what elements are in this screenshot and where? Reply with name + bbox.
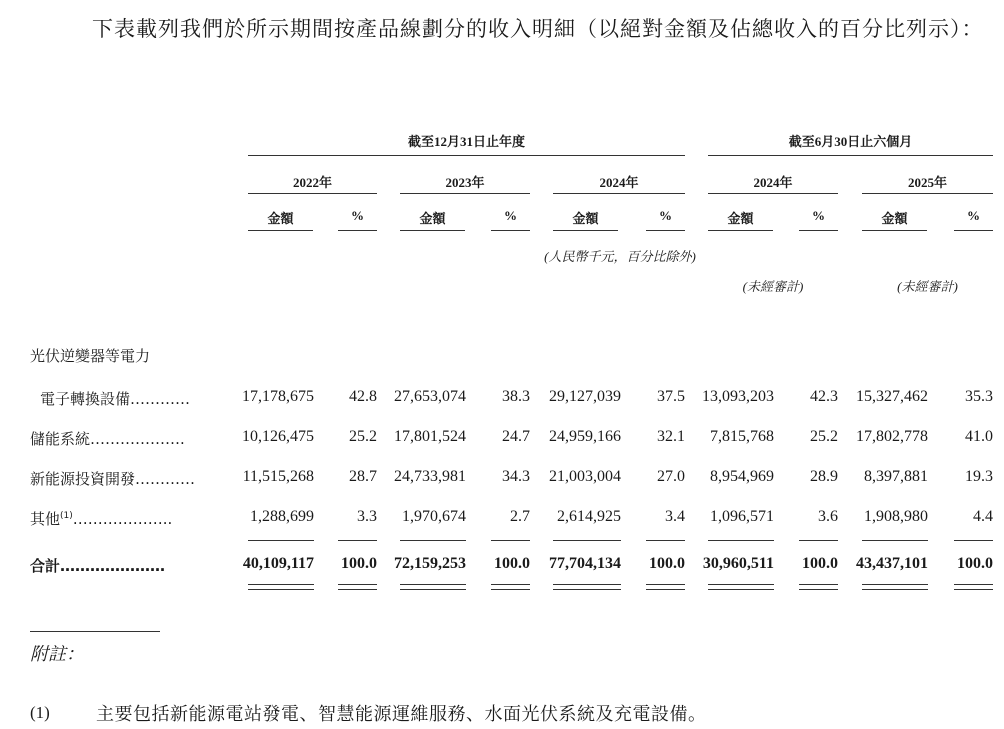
cell-pct: 42.8 bbox=[349, 388, 377, 405]
cell-amount: 1,288,699 bbox=[250, 508, 314, 525]
subtotal-rule bbox=[553, 540, 621, 541]
col-rule bbox=[799, 230, 838, 231]
cell-pct: 37.5 bbox=[657, 388, 685, 405]
year-rule bbox=[862, 193, 993, 194]
col-rule bbox=[862, 230, 927, 231]
col-rule bbox=[553, 230, 618, 231]
total-amount: 77,704,134 bbox=[549, 555, 621, 572]
cell-amount: 29,127,039 bbox=[549, 388, 621, 405]
row-label-line1: 光伏逆變器等電力 bbox=[30, 347, 151, 365]
cell-amount: 11,515,268 bbox=[242, 468, 314, 485]
col-pct-header: % bbox=[504, 208, 517, 223]
col-rule bbox=[248, 230, 313, 231]
cell-pct: 32.1 bbox=[657, 428, 685, 445]
cell-pct: 3.3 bbox=[357, 508, 377, 525]
year-rule bbox=[400, 193, 530, 194]
year-header: 2025年 bbox=[907, 175, 947, 190]
year-header: 2024年 bbox=[753, 175, 793, 190]
col-rule bbox=[491, 230, 530, 231]
total-double-rule bbox=[400, 584, 466, 590]
cell-pct: 27.0 bbox=[657, 468, 685, 485]
subtotal-rule bbox=[954, 540, 993, 541]
total-double-rule bbox=[799, 584, 838, 590]
cell-pct: 19.3 bbox=[965, 468, 993, 485]
header-interim-rule bbox=[708, 155, 993, 156]
cell-pct: 28.7 bbox=[349, 468, 377, 485]
total-amount: 72,159,253 bbox=[394, 555, 466, 572]
col-pct-header: % bbox=[351, 208, 364, 223]
cell-pct: 35.3 bbox=[965, 388, 993, 405]
cell-amount: 7,815,768 bbox=[710, 428, 774, 445]
col-amount-header: 金額 bbox=[727, 211, 754, 226]
cell-amount: 13,093,203 bbox=[702, 388, 774, 405]
total-double-rule bbox=[954, 584, 993, 590]
cell-pct: 25.2 bbox=[810, 428, 838, 445]
cell-amount: 24,959,166 bbox=[549, 428, 621, 445]
total-pct: 100.0 bbox=[802, 555, 838, 572]
subtotal-rule bbox=[400, 540, 466, 541]
total-label: 合計………………… bbox=[30, 557, 166, 575]
subtotal-rule bbox=[248, 540, 314, 541]
total-double-rule bbox=[708, 584, 774, 590]
header-interim-period: 截至6月30日止六個月 bbox=[788, 134, 913, 149]
intro-paragraph: 下表載列我們於所示期間按產品線劃分的收入明細（以絕對金額及佔總收入的百分比列示）： bbox=[92, 17, 984, 41]
col-pct-header: % bbox=[659, 208, 672, 223]
cell-pct: 3.6 bbox=[818, 508, 838, 525]
col-rule bbox=[338, 230, 377, 231]
total-double-rule bbox=[862, 584, 928, 590]
total-pct: 100.0 bbox=[957, 555, 993, 572]
cell-amount: 1,970,674 bbox=[402, 508, 466, 525]
col-rule bbox=[400, 230, 465, 231]
subtotal-rule bbox=[862, 540, 928, 541]
total-amount: 40,109,117 bbox=[242, 555, 314, 572]
cell-pct: 28.9 bbox=[810, 468, 838, 485]
cell-amount: 1,908,980 bbox=[864, 508, 928, 525]
subtotal-rule bbox=[491, 540, 530, 541]
total-pct: 100.0 bbox=[649, 555, 685, 572]
cell-amount: 1,096,571 bbox=[710, 508, 774, 525]
notes-separator bbox=[30, 631, 160, 632]
total-double-rule bbox=[491, 584, 530, 590]
unaudited-note-2025: (未經審計) bbox=[897, 279, 958, 294]
total-amount: 43,437,101 bbox=[856, 555, 928, 572]
subtotal-rule bbox=[799, 540, 838, 541]
total-pct: 100.0 bbox=[494, 555, 530, 572]
row-label: 新能源投資開發………… bbox=[30, 470, 196, 488]
unaudited-note-2024: (未經審計) bbox=[742, 279, 804, 294]
total-double-rule bbox=[553, 584, 621, 590]
cell-amount: 15,327,462 bbox=[856, 388, 928, 405]
cell-amount: 21,003,004 bbox=[549, 468, 621, 485]
col-amount-header: 金額 bbox=[267, 211, 294, 226]
notes-title: 附註： bbox=[30, 644, 84, 664]
cell-amount: 8,397,881 bbox=[864, 468, 928, 485]
cell-amount: 8,954,969 bbox=[710, 468, 774, 485]
col-rule bbox=[954, 230, 993, 231]
cell-pct: 4.4 bbox=[973, 508, 993, 525]
cell-pct: 34.3 bbox=[502, 468, 530, 485]
cell-pct: 24.7 bbox=[502, 428, 530, 445]
col-amount-header: 金額 bbox=[419, 211, 446, 226]
year-header: 2024年 bbox=[599, 175, 639, 190]
row-label: 電子轉換設備………… bbox=[40, 390, 191, 408]
cell-amount: 17,802,778 bbox=[856, 428, 928, 445]
cell-amount: 24,733,981 bbox=[394, 468, 466, 485]
footnote-text: 主要包括新能源電站發電、智慧能源運維服務、水面光伏系統及充電設備。 bbox=[96, 704, 707, 724]
year-header: 2023年 bbox=[445, 175, 485, 190]
total-double-rule bbox=[646, 584, 685, 590]
currency-note: (人民幣千元，百分比除外) bbox=[544, 249, 696, 264]
cell-pct: 41.0 bbox=[965, 428, 993, 445]
total-amount: 30,960,511 bbox=[702, 555, 774, 572]
subtotal-rule bbox=[646, 540, 685, 541]
footnote-number: (1) bbox=[30, 703, 50, 722]
cell-amount: 17,801,524 bbox=[394, 428, 466, 445]
cell-pct: 38.3 bbox=[502, 388, 530, 405]
year-rule bbox=[708, 193, 838, 194]
total-pct: 100.0 bbox=[341, 555, 377, 572]
subtotal-rule bbox=[338, 540, 377, 541]
cell-pct: 3.4 bbox=[665, 508, 685, 525]
col-rule bbox=[646, 230, 685, 231]
col-pct-header: % bbox=[967, 208, 980, 223]
header-annual-rule bbox=[248, 155, 685, 156]
header-annual-period: 截至12月31日止年度 bbox=[407, 134, 525, 149]
year-rule bbox=[248, 193, 377, 194]
total-double-rule bbox=[338, 584, 377, 590]
cell-pct: 2.7 bbox=[510, 508, 530, 525]
col-rule bbox=[708, 230, 773, 231]
col-pct-header: % bbox=[812, 208, 825, 223]
row-label: 其他$^{(1)}$……………….. bbox=[30, 510, 173, 528]
total-double-rule bbox=[248, 584, 314, 590]
year-header: 2022年 bbox=[292, 175, 332, 190]
cell-amount: 2,614,925 bbox=[557, 508, 621, 525]
subtotal-rule bbox=[708, 540, 774, 541]
col-amount-header: 金額 bbox=[572, 211, 599, 226]
col-amount-header: 金額 bbox=[881, 211, 908, 226]
cell-amount: 10,126,475 bbox=[242, 428, 314, 445]
cell-pct: 42.3 bbox=[810, 388, 838, 405]
cell-amount: 17,178,675 bbox=[242, 388, 314, 405]
cell-amount: 27,653,074 bbox=[394, 388, 466, 405]
year-rule bbox=[553, 193, 685, 194]
cell-pct: 25.2 bbox=[349, 428, 377, 445]
row-label: 儲能系統………………. bbox=[30, 430, 185, 448]
